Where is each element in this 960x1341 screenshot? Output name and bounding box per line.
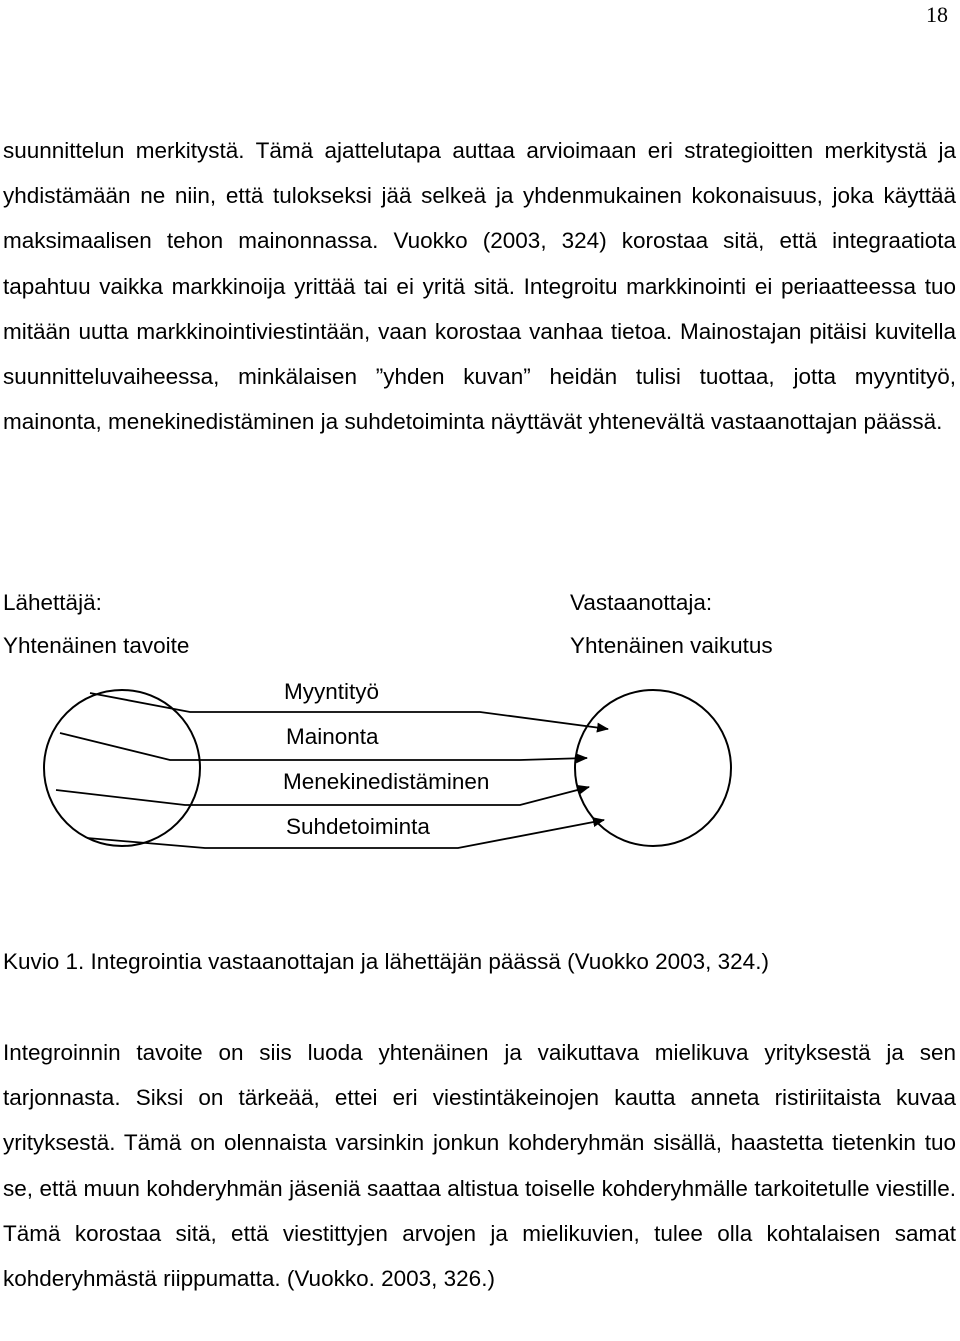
page-number: 18: [926, 2, 948, 27]
body-paragraph-1: suunnittelun merkitystä. Tämä ajattelutapa auttaa arvioimaan eri strategioitten merkitystä ja yhdistämään ne niin, että tulokseksi jää selkeä ja yhdenmukainen kokonaisuus, joka käyttää maksimaalisen tehon mainonnassa. Vuokko (2003, 324) korostaa sitä, että integraatiota tapahtuu vaikka markkinoija yrittää tai ei yritä sitä. Integroitu markkinointi ei periaatteessa tuo mitään uutta markkinointiviestintään, vaan korostaa vanhaa tietoa. Mainostajan pitäisi kuvitella suunnitteluvaiheessa, minkälaisen ”yhden kuvan” heidän tulisi tuottaa, jotta myyntityö, mainonta, menekinedistäminen ja suhdetoiminta näyttävät yhteneväItä vastaanottajan päässä.: [3, 138, 956, 435]
receiver-effect: Yhtenäinen vaikutus: [570, 633, 773, 658]
figure-caption: Kuvio 1. Integrointia vastaanottajan ja lähettäjän päässä (Vuokko 2003, 324.): [3, 949, 769, 974]
receiver-label: Vastaanottaja:: [570, 590, 713, 615]
sender-circle: [44, 690, 200, 846]
sender-goal: Yhtenäinen tavoite: [3, 633, 190, 658]
channel-label-suhdetoiminta: Suhdetoiminta: [286, 814, 430, 839]
channel-label-menekinedistaminen: Menekinedistäminen: [283, 769, 490, 794]
channel-label-mainonta: Mainonta: [286, 724, 379, 749]
body-paragraph-2: Integroinnin tavoite on siis luoda yhtenäinen ja vaikuttava mielikuva yrityksestä ja sen tarjonnasta. Siksi on tärkeää, ettei eri viestintäkeinojen kautta anneta ristiriitaista kuvaa yrityksestä. Tämä on olennaista varsinkin jonkun kohderyhmän sisällä, haastetta tietenkin tuo se, että muun kohderyhmän jäseniä saattaa altistua toiselle kohderyhmälle tarkoitetulle viestille. Tämä korostaa sitä, että viestittyjen arvojen ja mielikuvien, tulee olla kohtalaisen samat kohderyhmästä riippumatta. (Vuokko. 2003, 326.): [3, 1040, 956, 1292]
receiver-circle: [575, 690, 731, 846]
channel-label-myyntityo: Myyntityö: [284, 679, 380, 704]
sender-label: Lähettäjä:: [3, 590, 102, 615]
